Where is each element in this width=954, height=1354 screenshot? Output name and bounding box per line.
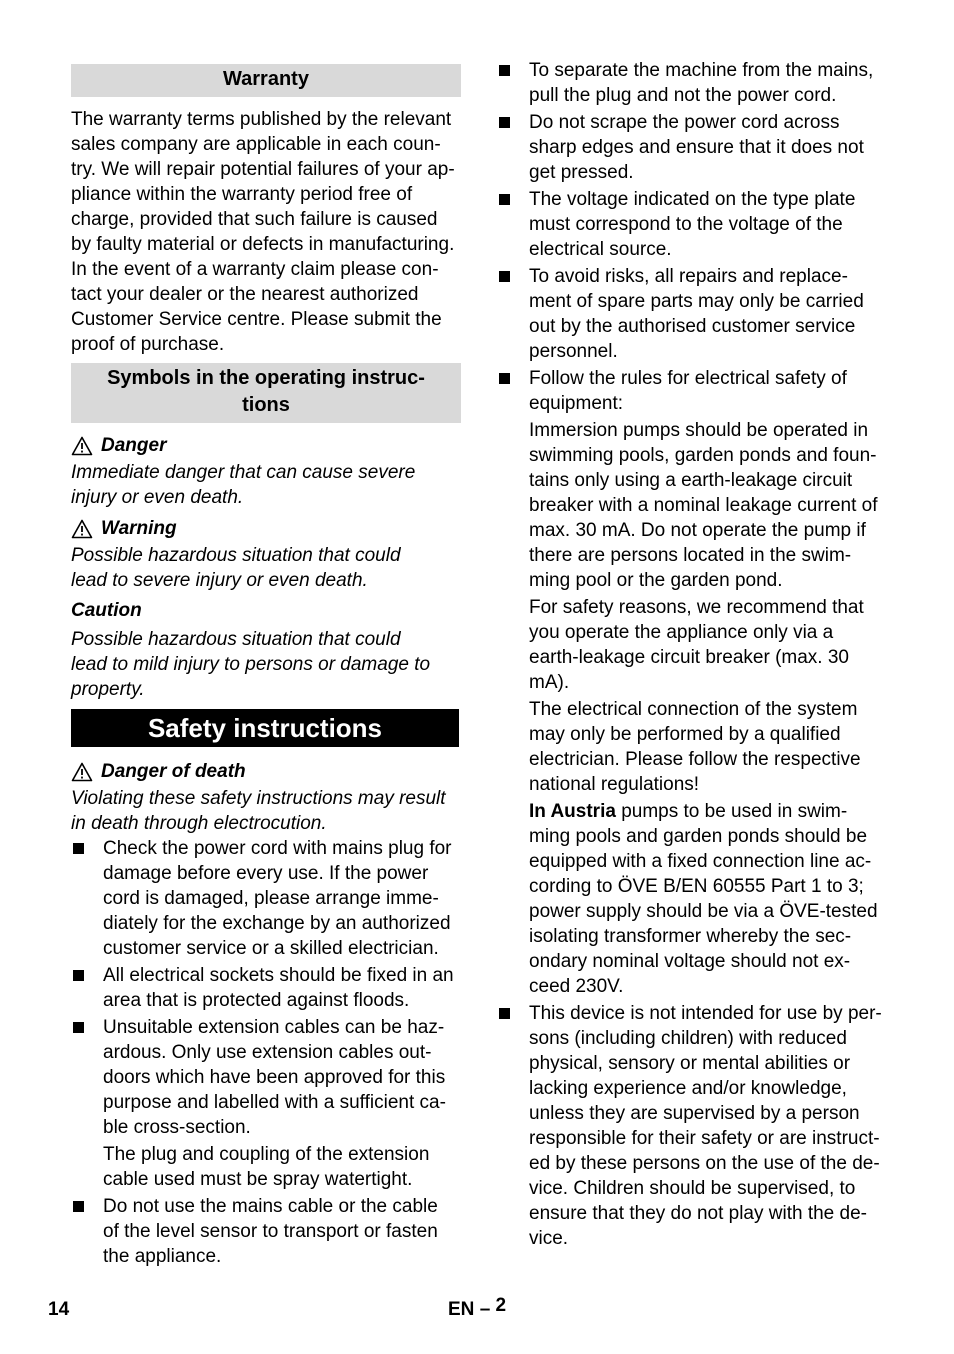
text-line: Possible hazardous situation that could: [71, 629, 401, 650]
austria-first-line: pumps to be used in swim-: [615, 801, 848, 822]
text-line: cable used must be spray watertight.: [103, 1169, 413, 1190]
text-line: responsible for their safety or are instruct-: [529, 1128, 880, 1149]
danger-label: [71, 433, 461, 458]
text-line: swimming pools, garden ponds and foun-: [529, 445, 877, 466]
text-line: area that is protected against floods.: [103, 990, 410, 1011]
bullet-item: [497, 58, 887, 108]
text-line: sons (including children) with reduced: [529, 1028, 847, 1049]
text-line: pull the plug and not the power cord.: [529, 85, 837, 106]
left-column: [71, 58, 461, 1269]
text-line: electrical source.: [529, 239, 672, 260]
bullet-square-icon: [499, 65, 510, 76]
text-line: mA).: [529, 672, 570, 693]
text-line: This device is not intended for use by per-: [529, 1003, 882, 1024]
text-line: charge, provided that such failure is caused: [71, 209, 438, 230]
text-line: For safety reasons, we recommend that: [529, 597, 864, 618]
danger-of-death-text: Danger of death: [101, 761, 246, 782]
text-line: there are persons located in the swim-: [529, 545, 852, 566]
text-line: in death through electrocution.: [71, 813, 327, 834]
death-text: [71, 786, 461, 836]
austria-bold: In Austria: [529, 801, 616, 822]
electrical-paragraph: [497, 697, 887, 797]
text-line: ed by these persons on the use of the de-: [529, 1153, 880, 1174]
text-line: purpose and labelled with a sufficient ca-: [103, 1092, 446, 1113]
danger-text: [71, 460, 461, 510]
text-line: may only be performed by a qualified: [529, 724, 841, 745]
bullet-square-icon: [499, 271, 510, 282]
text-line: To separate the machine from the mains,: [529, 60, 874, 81]
text-line: ondary nominal voltage should not ex-: [529, 951, 851, 972]
right-column: [497, 58, 887, 1251]
text-line: unless they are supervised by a person: [529, 1103, 860, 1124]
text-line: equipment:: [529, 393, 624, 414]
danger-of-death-label: [71, 759, 461, 784]
language-code: EN: [448, 1299, 475, 1320]
text-line: cording to ÖVE B/EN 60555 Part 1 to 3;: [529, 876, 864, 897]
bullet-item: [71, 1015, 461, 1140]
bullet-item: [71, 1194, 461, 1269]
text-line: In the event of a warranty claim please con-: [71, 259, 439, 280]
text-line: Unsuitable extension cables can be haz-: [103, 1017, 445, 1038]
text-line: customer service or a skilled electrician.: [103, 938, 439, 959]
warning-triangle-icon: [71, 436, 93, 456]
text-line: The warranty terms published by the relevant: [71, 109, 452, 130]
text-line: Customer Service centre. Please submit the: [71, 309, 442, 330]
symbols-heading: [71, 363, 461, 423]
text-line: Do not scrape the power cord across: [529, 112, 840, 133]
text-line: sales company are applicable in each coun-: [71, 134, 441, 155]
bullet-item: [497, 366, 887, 416]
text-line: by faulty material or defects in manufacturing.: [71, 234, 455, 255]
safety-instructions-heading: Safety instructions: [71, 709, 459, 747]
text-line: Follow the rules for electrical safety of: [529, 368, 847, 389]
text-line: ble cross-section.: [103, 1117, 251, 1138]
text-line: vice.: [529, 1228, 569, 1249]
text-line: out by the authorised customer service: [529, 316, 856, 337]
warning-triangle-icon: [71, 519, 93, 539]
bullet-square-icon: [73, 970, 84, 981]
warning-label: [71, 516, 461, 541]
text-line: The plug and coupling of the extension: [103, 1144, 430, 1165]
text-line: of the level sensor to transport or fasten: [103, 1221, 438, 1242]
text-line: proof of purchase.: [71, 334, 225, 355]
text-line: breaker with a nominal leakage current of: [529, 495, 878, 516]
text-line: max. 30 mA. Do not operate the pump if: [529, 520, 866, 541]
text-line: Possible hazardous situation that could: [71, 545, 401, 566]
bullet-square-icon: [73, 843, 84, 854]
text-line: The voltage indicated on the type plate: [529, 189, 856, 210]
text-line: lead to mild injury to persons or damage to: [71, 654, 431, 675]
bullet-item: [497, 187, 887, 262]
bullet-square-icon: [499, 194, 510, 205]
text-line: [529, 799, 887, 824]
warranty-heading: Warranty: [71, 64, 461, 97]
bullet-square-icon: [73, 1022, 84, 1033]
text-line: Do not use the mains cable or the cable: [103, 1196, 438, 1217]
text-line: injury or even death.: [71, 487, 244, 508]
text-line: physical, sensory or mental abilities or: [529, 1053, 851, 1074]
text-line: pliance within the warranty period free of: [71, 184, 413, 205]
text-line: Violating these safety instructions may result: [71, 788, 446, 809]
bullet-square-icon: [499, 373, 510, 384]
text-line: isolating transformer whereby the sec-: [529, 926, 852, 947]
text-line: power supply should be via a ÖVE-tested: [529, 901, 878, 922]
text-line: equipped with a fixed connection line ac-: [529, 851, 872, 872]
bullet-item: [497, 1001, 887, 1251]
text-line: lead to severe injury or even death.: [71, 570, 368, 591]
text-line: damage before every use. If the power: [103, 863, 429, 884]
text-line: ardous. Only use extension cables out-: [103, 1042, 432, 1063]
warning-label-text: Warning: [101, 518, 177, 539]
text-line: you operate the appliance only via a: [529, 622, 834, 643]
warning-triangle-icon: [71, 762, 93, 782]
text-line: the appliance.: [103, 1246, 222, 1267]
text-line: earth-leakage circuit breaker (max. 30: [529, 647, 849, 668]
text-line: Immediate danger that can cause severe: [71, 462, 416, 483]
text-line: All electrical sockets should be fixed in an: [103, 965, 454, 986]
page-number: 14: [48, 1299, 70, 1320]
bullet-item: [71, 963, 461, 1013]
text-line: cord is damaged, please arrange imme-: [103, 888, 439, 909]
text-line: personnel.: [529, 341, 618, 362]
text-line: ment of spare parts may only be carried: [529, 291, 864, 312]
text-line: electrician. Please follow the respective: [529, 749, 861, 770]
text-line: Immersion pumps should be operated in: [529, 420, 869, 441]
footer-language: [448, 1295, 507, 1322]
austria-paragraph: [497, 799, 887, 999]
text-line: get pressed.: [529, 162, 634, 183]
sub-page-number: 2: [495, 1295, 507, 1316]
text-line: The electrical connection of the system: [529, 699, 858, 720]
immersion-paragraph: [497, 418, 887, 593]
text-line: national regulations!: [529, 774, 700, 795]
text-line: ceed 230V.: [529, 976, 624, 997]
text-line: doors which have been approved for this: [103, 1067, 446, 1088]
bullet-square-icon: [499, 117, 510, 128]
text-line: try. We will repair potential failures of your ap-: [71, 159, 455, 180]
text-line: property.: [71, 679, 145, 700]
footer-dash: –: [479, 1299, 491, 1320]
bullet-item: [497, 110, 887, 185]
text-line: lacking experience and/or knowledge,: [529, 1078, 847, 1099]
bullet-item: [497, 264, 887, 364]
text-line: ming pools and garden ponds should be: [529, 826, 868, 847]
bullet-square-icon: [73, 1201, 84, 1212]
text-line: sharp edges and ensure that it does not: [529, 137, 864, 158]
extension-note: [71, 1142, 461, 1192]
caution-label: Caution: [71, 600, 142, 621]
text-line: tains only using a earth-leakage circuit: [529, 470, 853, 491]
danger-label-text: Danger: [101, 435, 167, 456]
warning-text: [71, 543, 461, 593]
text-line: vice. Children should be supervised, to: [529, 1178, 856, 1199]
caution-text: [71, 627, 461, 702]
recommend-paragraph: [497, 595, 887, 695]
text-line: ensure that they do not play with the de-: [529, 1203, 867, 1224]
bullet-square-icon: [499, 1008, 510, 1019]
text-line: tact your dealer or the nearest authorized: [71, 284, 419, 305]
bullet-item: [71, 836, 461, 961]
text-line: ming pool or the garden pond.: [529, 570, 783, 591]
text-line: must correspond to the voltage of the: [529, 214, 843, 235]
text-line: diately for the exchange by an authorized: [103, 913, 451, 934]
warranty-text: [71, 107, 461, 357]
text-line: Check the power cord with mains plug for: [103, 838, 452, 859]
text-line: To avoid risks, all repairs and replace-: [529, 266, 848, 287]
heading-line: tions: [242, 394, 290, 416]
heading-line: Symbols in the operating instruc-: [107, 367, 425, 389]
